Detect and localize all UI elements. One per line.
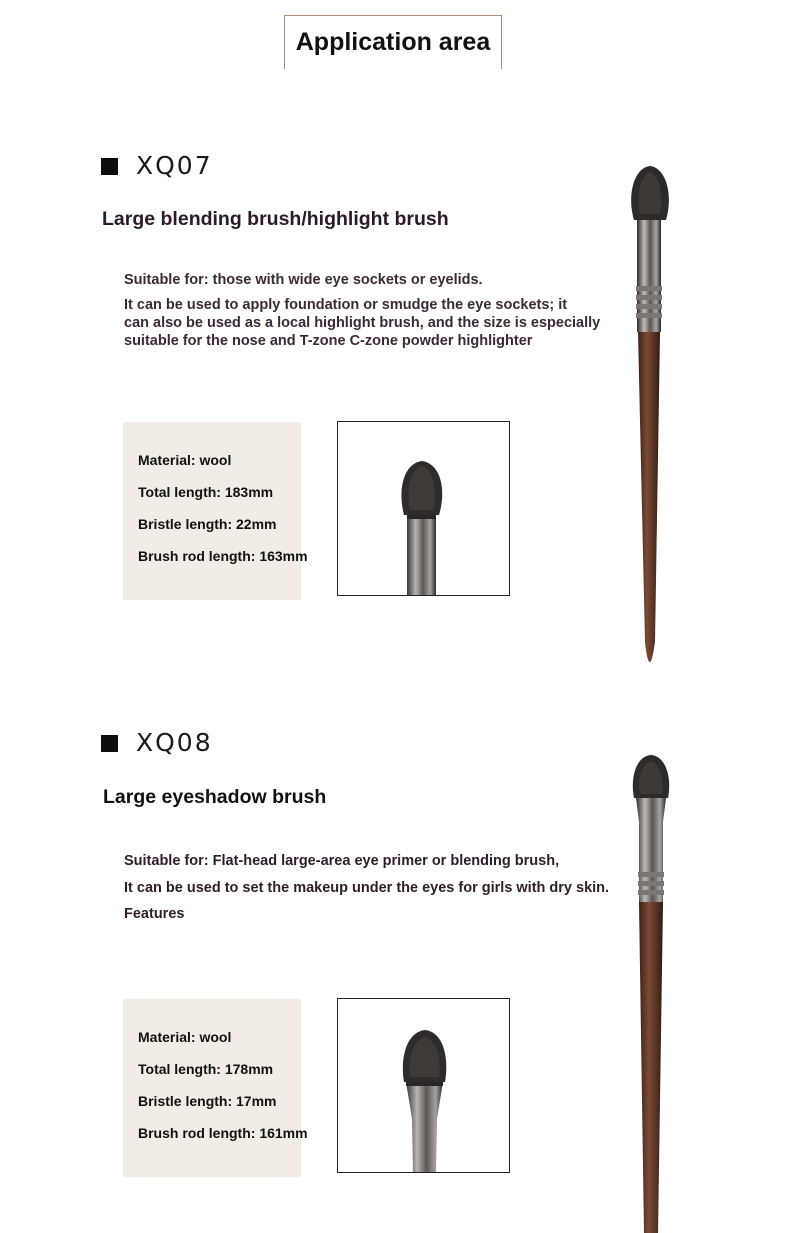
- spec-panel: [123, 999, 301, 1177]
- spec-bristle-length: Bristle length: 17mm: [138, 1093, 277, 1109]
- spec-rod-length: Brush rod length: 161mm: [138, 1125, 308, 1141]
- product-name: Large blending brush/highlight brush: [102, 208, 449, 230]
- section-title: Application area: [295, 28, 491, 56]
- description-line: Features: [124, 906, 185, 922]
- spec-material: Material: wool: [138, 452, 232, 468]
- description-line: Suitable for: Flat-head large-area eye primer or blending brush,: [124, 853, 560, 869]
- brush-product-image: [625, 162, 675, 664]
- description-line: Suitable for: those with wide eye sockets or eyelids.: [124, 272, 483, 288]
- description-line: can also be used as a local highlight brush, and the size is especially: [124, 315, 601, 331]
- spec-bristle-length: Bristle length: 22mm: [138, 516, 277, 532]
- description-line: It can be used to set the makeup under the eyes for girls with dry skin.: [124, 879, 610, 896]
- spec-total-length: Total length: 178mm: [138, 1061, 274, 1077]
- spec-total-length: Total length: 183mm: [138, 484, 274, 500]
- description-line: suitable for the nose and T-zone C-zone powder highlighter: [124, 333, 533, 349]
- brush-product-image: [628, 752, 674, 1233]
- product-code: XQ07: [136, 151, 213, 180]
- bullet-square-icon: [101, 158, 118, 175]
- brush-head-closeup-image: [337, 421, 510, 596]
- bullet-square-icon: [101, 735, 118, 752]
- spec-material: Material: wool: [138, 1029, 232, 1045]
- product-description: [124, 271, 600, 350]
- description-line: It can be used to apply foundation or smudge the eye sockets; it: [124, 297, 568, 313]
- product-code: XQ08: [136, 728, 213, 757]
- product-description: [124, 848, 609, 928]
- spec-rod-length: Brush rod length: 163mm: [138, 548, 308, 564]
- product-section-xq08: [0, 700, 790, 1233]
- product-name: Large eyeshadow brush: [103, 786, 327, 808]
- brush-head-closeup-image: [337, 998, 510, 1173]
- spec-panel: [123, 422, 301, 600]
